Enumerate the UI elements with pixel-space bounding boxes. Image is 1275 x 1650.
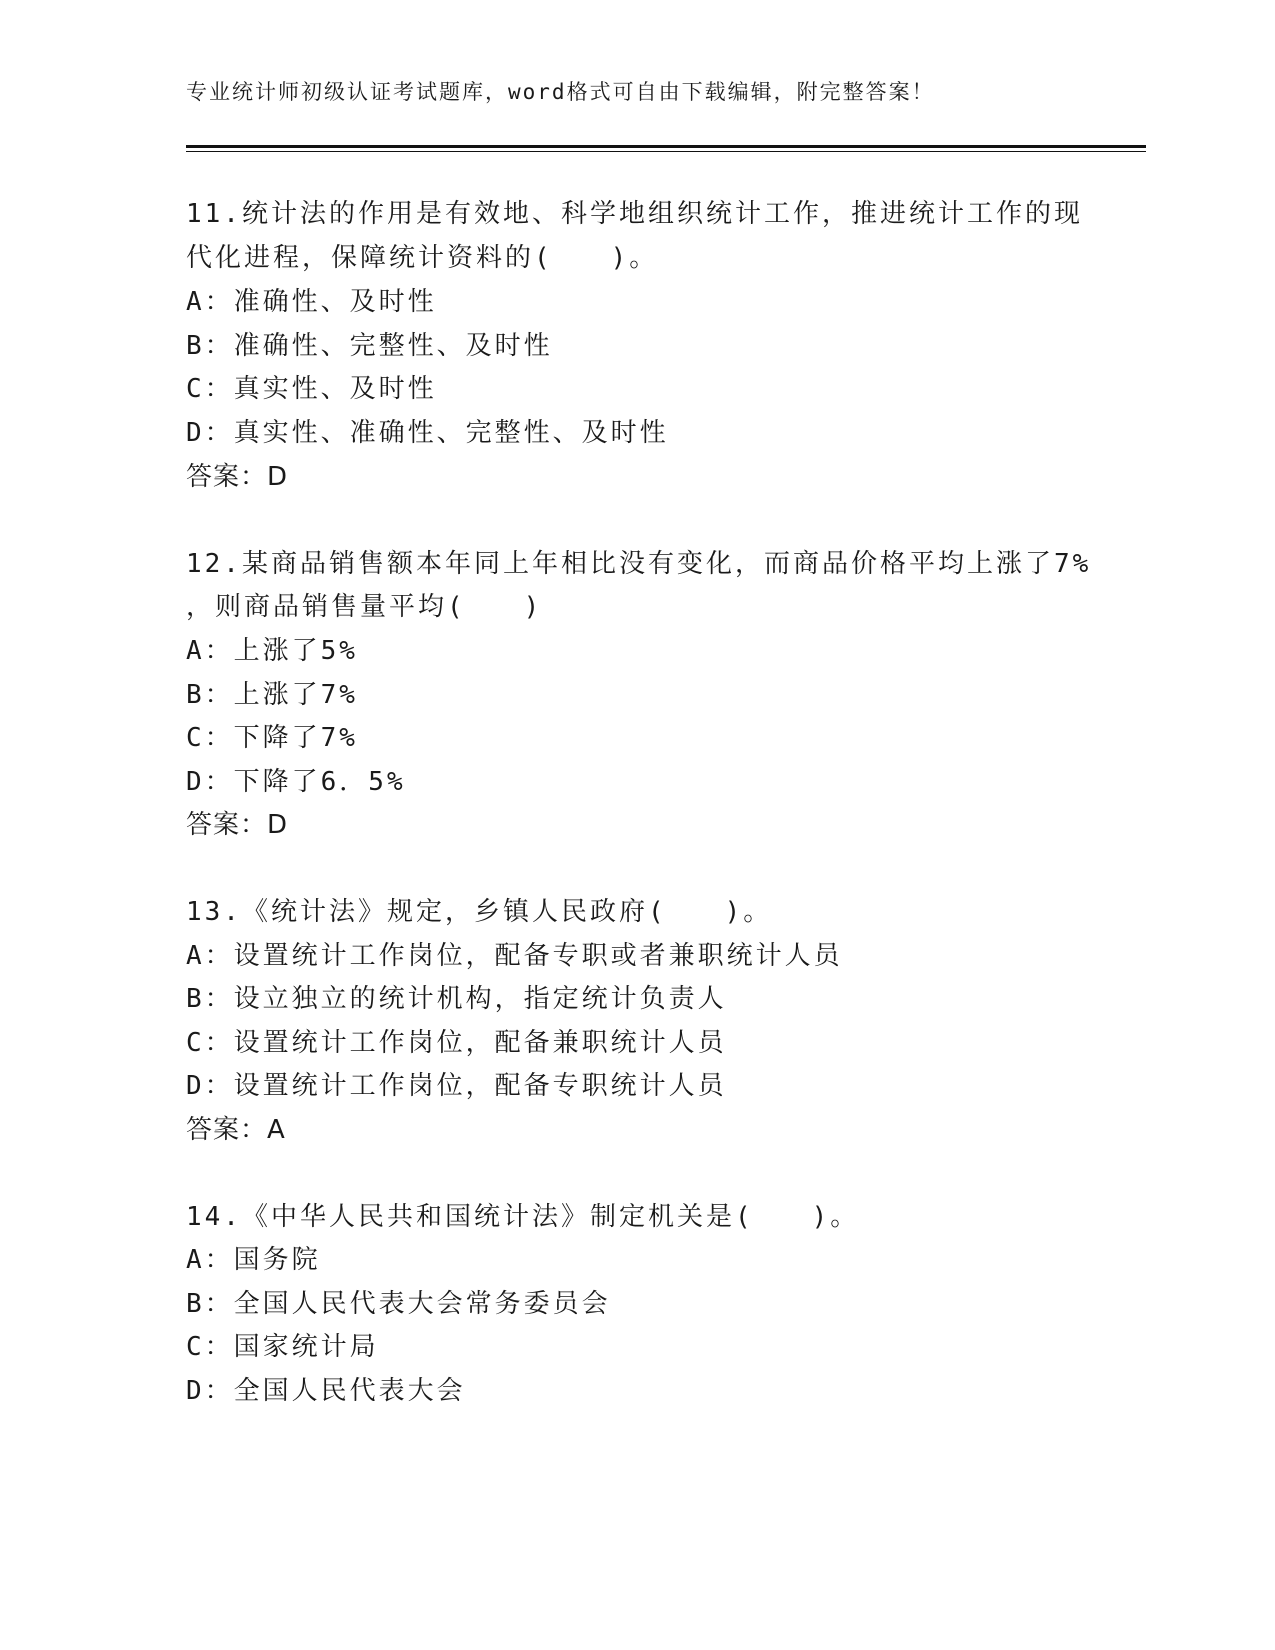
question-11-option-b: B：准确性、完整性、及时性	[186, 331, 553, 361]
question-11-option-d: D：真实性、准确性、完整性、及时性	[186, 418, 669, 448]
question-13-stem: 13.《统计法》规定，乡镇人民政府( )。	[186, 897, 773, 927]
question-11-answer: 答案：D	[186, 462, 289, 492]
question-12-answer: 答案：D	[186, 810, 289, 840]
question-12-option-c: C：下降了7%	[186, 723, 358, 753]
question-11-option-c: C：真实性、及时性	[186, 374, 437, 404]
question-13-option-c: C：设置统计工作岗位，配备兼职统计人员	[186, 1028, 727, 1058]
question-12-option-b: B：上涨了7%	[186, 680, 358, 710]
question-13-option-a: A：设置统计工作岗位，配备专职或者兼职统计人员	[186, 941, 843, 971]
question-12-stem-line-1: 12.某商品销售额本年同上年相比没有变化，而商品价格平均上涨了7%	[186, 549, 1092, 579]
question-12-option-a: A：上涨了5%	[186, 636, 358, 666]
question-13-option-d: D：设置统计工作岗位，配备专职统计人员	[186, 1071, 727, 1101]
question-14-option-c: C：国家统计局	[186, 1332, 379, 1362]
header-rule-thick	[186, 145, 1146, 148]
question-13-option-b: B：设立独立的统计机构，指定统计负责人	[186, 984, 727, 1014]
question-14-stem: 14.《中华人民共和国统计法》制定机关是( )。	[186, 1202, 860, 1232]
question-11-option-a: A：准确性、及时性	[186, 287, 437, 317]
question-14-option-b: B：全国人民代表大会常务委员会	[186, 1289, 611, 1319]
header-rule-thin	[186, 151, 1146, 152]
question-14-option-a: A：国务院	[186, 1245, 321, 1275]
question-11-stem-line-2: 代化进程，保障统计资料的( )。	[186, 243, 659, 273]
question-12-option-d: D：下降了6．5%	[186, 767, 406, 797]
page-header: 专业统计师初级认证考试题库，word格式可自由下载编辑，附完整答案！	[186, 80, 935, 104]
question-12-stem-line-2: ，则商品销售量平均( )	[186, 592, 543, 622]
question-11-stem-line-1: 11.统计法的作用是有效地、科学地组织统计工作，推进统计工作的现	[186, 199, 1083, 229]
question-13-answer: 答案：A	[186, 1115, 286, 1145]
question-14-option-d: D：全国人民代表大会	[186, 1376, 466, 1406]
